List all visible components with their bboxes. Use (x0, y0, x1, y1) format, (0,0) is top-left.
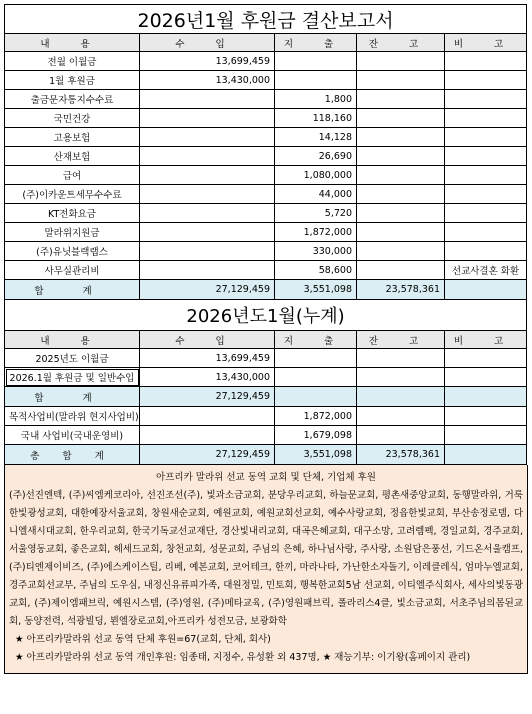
row-income (140, 166, 275, 185)
annual-subtotal-row (5, 387, 527, 407)
annual-row-carryover (5, 349, 527, 368)
row-balance (357, 128, 445, 147)
row-note (445, 109, 527, 128)
annual-row-income: 13,430,000 (140, 368, 275, 387)
table-row (5, 204, 527, 223)
report-title: 2026년1월 후원금 결산보고서 (5, 5, 527, 34)
row-label: 고용보험 (5, 128, 140, 147)
row-label: 사무실관리비 (5, 261, 140, 280)
row-expense: 44,000 (275, 185, 357, 204)
row-note (445, 242, 527, 261)
annual-header-expense: 지 출 (275, 331, 357, 349)
row-expense (275, 71, 357, 90)
table-row (5, 242, 527, 261)
report-sheet (4, 4, 526, 674)
row-balance (357, 242, 445, 261)
row-balance (357, 166, 445, 185)
row-expense (275, 52, 357, 71)
total-income: 27,129,459 (140, 280, 275, 300)
header-content: 내 용 (5, 34, 140, 52)
row-income (140, 261, 275, 280)
row-note (445, 71, 527, 90)
grand-total-note (445, 445, 527, 465)
row-expense: 26,690 (275, 147, 357, 166)
row-label: 급여 (5, 166, 140, 185)
table-row (5, 52, 527, 71)
annual-row-donations (5, 368, 527, 387)
grand-total-income: 27,129,459 (140, 445, 275, 465)
annual-header-row (5, 331, 527, 349)
annual-row-domestic (5, 426, 527, 445)
total-row (5, 280, 527, 300)
row-note: 선교사결혼 화환 (445, 261, 527, 280)
header-expense: 지 출 (275, 34, 357, 52)
annual-row-expense: 1,679,098 (275, 426, 357, 445)
grand-total-expense: 3,551,098 (275, 445, 357, 465)
sponsors-list: (주)선진엔텍, (주)씨엠케코리아, 선진조선(주), 빛과소금교회, 분당우리교회, 하늘문교회, 평촌새중앙교회, 동행말라위, 거룩한빛광성교회, 대한예장서울교회, 창원새순교회, 예원교회, 예원교회선교회, 예수사랑교회, 정읍한빛교회, 부산송정로뎀, 다니엘새시대교회, 한우리교회, 한국기독교선교재단, 경산빛내리교회, 대곡은혜교회, 대구소망, 고려렘펙, 경일교회, 경주교회, 서울영동교회, 좋은교회, 헤세드교회, 창천교회, 성문교회, 주님의 은혜, 하나님사랑, 주사랑, 소원담은풍선, 기드온서울캠프, (주)티엔제이비즈, (주)에스케이스틸, 리베, 예본교회, 코어테크, 한끼, 마라나타, 가난한소자돌기, 이레클레식, 엄마누엘교회, 경주교회선교부, 주님의 도우심, 내정신유류피가족, 대원정밀, 민토회, 행복한교회5남 선교회, 이티엘주식회사, 세사의빛동광교회, (주)제이엠패브릭, 예원시스템, (주)영원, (주)메타교육, (주)영원패브릭, 폴라리스4클, 빛소금교회, 서초주님의몸된교회, 동양전력, 석광빌딩, 뵌엘장로교회,아프리카 성전모금, 보광화학 (9, 490, 523, 627)
row-balance (357, 261, 445, 280)
row-label: (주)이카운트세무수수료 (5, 185, 140, 204)
row-expense: 14,128 (275, 128, 357, 147)
table-row (5, 185, 527, 204)
annual-row-expense: 1,872,000 (275, 407, 357, 426)
table-row (5, 166, 527, 185)
annual-row-income: 13,699,459 (140, 349, 275, 368)
row-label: 1월 후원금 (5, 71, 140, 90)
row-income (140, 204, 275, 223)
row-income (140, 185, 275, 204)
row-balance (357, 204, 445, 223)
annual-row-label: 목적사업비(말라위 현지사업비) (5, 407, 140, 426)
row-income (140, 223, 275, 242)
grand-total-label: 총 합 계 (5, 445, 140, 465)
table-header-row (5, 34, 527, 52)
row-balance (357, 71, 445, 90)
row-expense: 1,872,000 (275, 223, 357, 242)
row-label: 국민건강 (5, 109, 140, 128)
table-row (5, 109, 527, 128)
total-label: 합 계 (5, 280, 140, 300)
row-income: 13,430,000 (140, 71, 275, 90)
row-expense: 1,800 (275, 90, 357, 109)
monthly-settlement-table (4, 4, 527, 465)
row-balance (357, 90, 445, 109)
sponsors-notes (4, 465, 528, 674)
sponsors-count-line: ★ 아프리카말라위 선교 동역 단체 후원=67(교회, 단체, 회사) (15, 634, 271, 645)
table-row (5, 261, 527, 280)
annual-row-label: 국내 사업비(국내운영비) (5, 426, 140, 445)
row-label: KT전화요금 (5, 204, 140, 223)
header-balance: 잔 고 (357, 34, 445, 52)
row-note (445, 52, 527, 71)
row-balance (357, 109, 445, 128)
table-row (5, 90, 527, 109)
row-label: 말라위지원금 (5, 223, 140, 242)
header-income: 수 입 (140, 34, 275, 52)
table-row (5, 223, 527, 242)
row-balance (357, 147, 445, 166)
row-income (140, 128, 275, 147)
annual-row-label: 2026.1월 후원금 및 일반수입 (5, 368, 140, 387)
grand-total-balance: 23,578,361 (357, 445, 445, 465)
row-balance (357, 185, 445, 204)
row-income (140, 242, 275, 261)
header-note: 비 고 (445, 34, 527, 52)
row-income: 13,699,459 (140, 52, 275, 71)
row-note (445, 204, 527, 223)
row-note (445, 166, 527, 185)
table-row (5, 71, 527, 90)
individual-sponsors-line: ★ 아프리카말라위 선교 동역 개인후원: 임종태, 지정수, 유성환 외 437명, ★ 재능기부: 이기왕(홈페이지 관리) (15, 652, 471, 663)
row-label: 출금문자통지수수료 (5, 90, 140, 109)
row-expense: 58,600 (275, 261, 357, 280)
annual-header-note: 비 고 (445, 331, 527, 349)
row-note (445, 185, 527, 204)
table-row (5, 147, 527, 166)
annual-header-balance: 잔 고 (357, 331, 445, 349)
row-expense: 118,160 (275, 109, 357, 128)
annual-title: 2026년도1월(누계) (5, 300, 527, 331)
row-balance (357, 52, 445, 71)
row-expense: 330,000 (275, 242, 357, 261)
total-expense: 3,551,098 (275, 280, 357, 300)
annual-row-purpose (5, 407, 527, 426)
row-label: 산재보험 (5, 147, 140, 166)
total-balance: 23,578,361 (357, 280, 445, 300)
row-note (445, 147, 527, 166)
total-note (445, 280, 527, 300)
row-note (445, 223, 527, 242)
annual-header-income: 수 입 (140, 331, 275, 349)
row-balance (357, 223, 445, 242)
row-income (140, 109, 275, 128)
row-expense: 1,080,000 (275, 166, 357, 185)
grand-total-row (5, 445, 527, 465)
row-income (140, 147, 275, 166)
row-note (445, 90, 527, 109)
annual-subtotal-label: 합 계 (5, 387, 140, 407)
table-row (5, 128, 527, 147)
annual-row-label: 2025년도 이월금 (5, 349, 140, 368)
row-label: (주)유닛블랙랩스 (5, 242, 140, 261)
annual-header-content: 내 용 (5, 331, 140, 349)
sponsors-heading: 아프리카 말라위 선교 동역 교회 및 단체, 기업체 후원 (156, 472, 376, 483)
row-income (140, 90, 275, 109)
annual-subtotal-income: 27,129,459 (140, 387, 275, 407)
row-note (445, 128, 527, 147)
row-expense: 5,720 (275, 204, 357, 223)
row-label: 전월 이월금 (5, 52, 140, 71)
